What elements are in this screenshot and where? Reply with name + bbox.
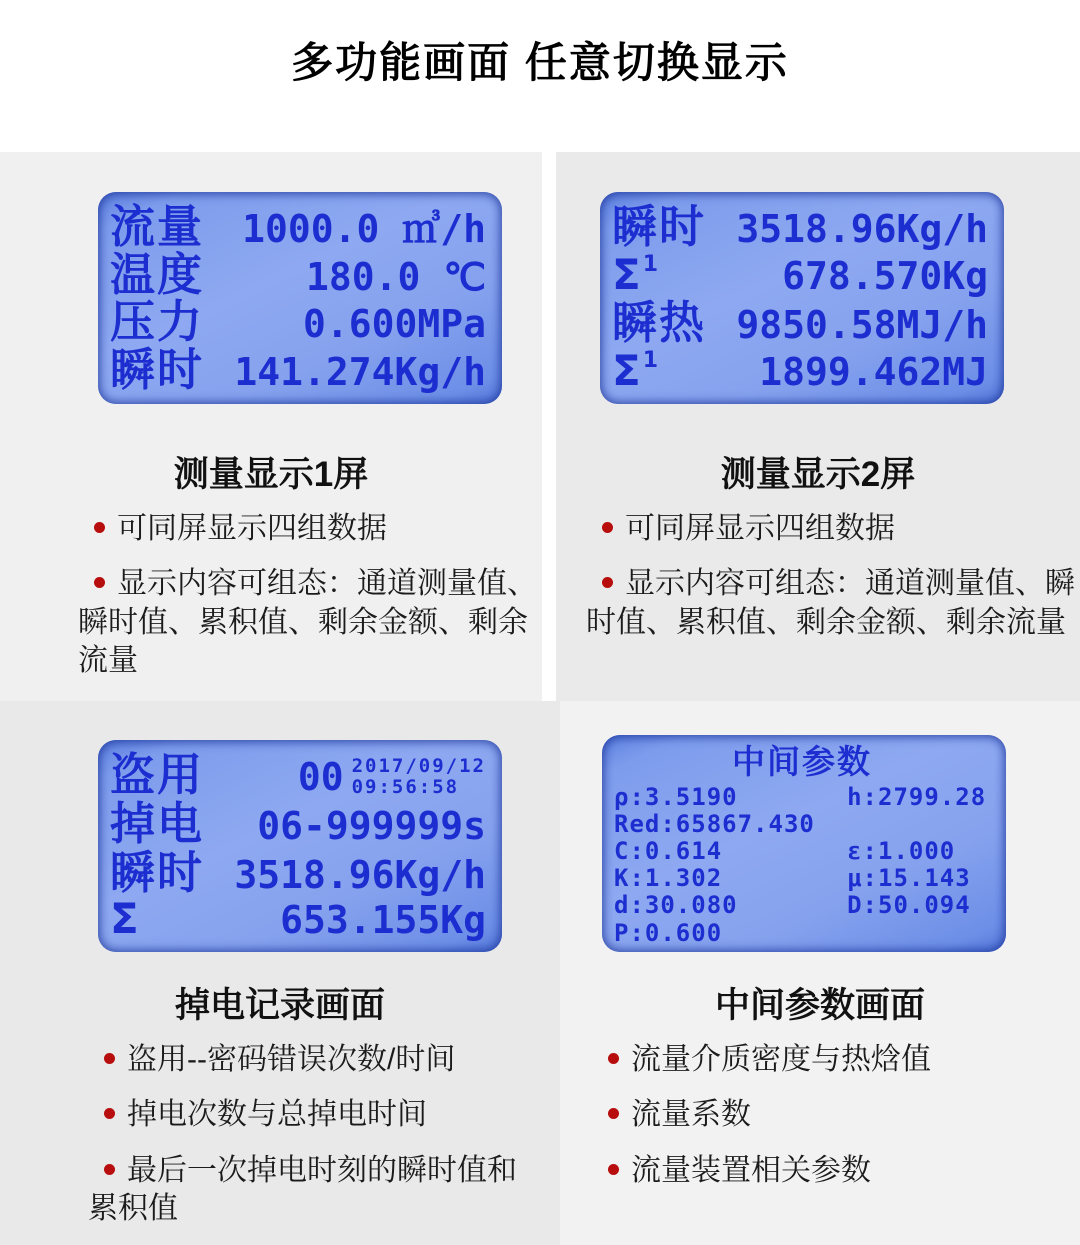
bullet-item: [592, 1152, 1080, 1190]
lcd-value: 180.0 ℃: [306, 254, 486, 299]
bullet-dot-icon: [602, 522, 613, 533]
lcd-value: 1000.0 ㎥/h: [242, 207, 486, 251]
lcd-label-sigma: [612, 249, 661, 299]
param-right: [847, 811, 990, 838]
lcd-time: 09:56:58: [351, 776, 460, 798]
panel-caption: 测量显示2屏: [720, 455, 916, 494]
bullet-item: [88, 1096, 532, 1134]
param-right: μ:15.143: [847, 864, 971, 893]
lcd-row: [110, 247, 486, 301]
bullet-dot-icon: [104, 1053, 115, 1064]
lcd-param-row: [614, 920, 990, 947]
lcd-row: [110, 797, 486, 851]
panel-caption: 掉电记录画面: [174, 986, 385, 1025]
bullet-item: [592, 1041, 1080, 1079]
lcd-value: 1899.462MJ: [759, 349, 988, 394]
main-title: 多功能画面 任意切换显示: [291, 39, 789, 86]
lcd-param-row: [614, 784, 990, 811]
lcd-label: 瞬时: [110, 342, 205, 396]
lcd-value: 3518.96Kg/h: [234, 852, 486, 897]
param-right: h:2799.28: [847, 783, 987, 811]
lcd-row: [612, 249, 988, 299]
param-left: P:0.600: [614, 918, 723, 947]
lcd-label: 瞬时: [110, 845, 205, 899]
lcd-label: 流量: [110, 200, 205, 253]
lcd-screen-intermediate-params: [602, 735, 1006, 952]
bullet-text: 可同屏显示四组数据: [625, 512, 895, 545]
bullet-dot-icon: [104, 1108, 115, 1119]
lcd-label: 瞬时: [612, 200, 707, 253]
bullet-item: [78, 565, 542, 680]
sigma-superscript: 1: [642, 251, 661, 277]
lcd-screen-measure-2: [600, 192, 1004, 404]
bullet-text: 可同屏显示四组数据: [117, 512, 387, 545]
bullet-text: 最后一次掉电时刻的瞬时值和累积值: [88, 1153, 517, 1226]
panel-power-down-record: [0, 701, 560, 1245]
lcd-value: 9850.58MJ/h: [736, 303, 988, 348]
lcd-param-row: [614, 838, 990, 865]
lcd-label-sigma: Σ: [110, 893, 141, 943]
param-left: C:0.614: [614, 837, 723, 866]
panel-caption: 中间参数画面: [714, 986, 925, 1025]
param-right: [847, 920, 990, 947]
param-left: d:30.080: [614, 891, 738, 920]
param-right: D:50.094: [847, 891, 971, 920]
bullet-text: 掉电次数与总掉电时间: [127, 1098, 427, 1132]
param-left: ρ:3.5190: [614, 783, 738, 811]
bullet-text: 流量介质密度与热焓值: [631, 1043, 931, 1076]
lcd-param-row: [614, 892, 990, 919]
bullet-item: [586, 565, 1080, 642]
lcd-label-sigma: [612, 345, 661, 395]
bullet-text: 流量装置相关参数: [631, 1153, 871, 1187]
lcd-value: 653.155Kg: [280, 897, 486, 942]
lcd-row: [612, 345, 988, 395]
lcd-param-row: [614, 865, 990, 892]
bullet-item: [592, 1096, 1080, 1134]
bullet-dot-icon: [94, 577, 105, 588]
lcd-label: 温度: [110, 247, 205, 301]
bullet-item: [586, 510, 1080, 548]
lcd-value: 678.570Kg: [782, 253, 988, 298]
lcd-row: [110, 893, 486, 943]
lcd-value: 00: [297, 755, 344, 799]
lcd-row-value-group: [298, 756, 486, 798]
sigma-superscript: 1: [642, 347, 661, 373]
lcd-label: 掉电: [110, 797, 205, 851]
lcd-date: 2017/09/12: [351, 755, 486, 778]
lcd-value: 3518.96Kg/h: [736, 207, 988, 251]
lcd-row: [110, 342, 486, 396]
bullet-list: [560, 1041, 1080, 1190]
bullet-dot-icon: [608, 1053, 619, 1064]
panel-measure-screen-2: [556, 152, 1080, 701]
lcd-row: [110, 200, 486, 253]
bullet-text: 流量系数: [631, 1098, 751, 1132]
lcd-value: 0.600MPa: [302, 302, 486, 347]
panel-measure-screen-1: [0, 152, 542, 701]
bullet-item: [88, 1041, 532, 1079]
bullet-dot-icon: [608, 1108, 619, 1119]
panel-intermediate-params: [560, 701, 1080, 1245]
bullet-text: 显示内容可组态：通道测量值、瞬时值、累积值、剩余金额、剩余流量: [78, 567, 537, 678]
bullet-text: 显示内容可组态：通道测量值、瞬时值、累积值、剩余金额、剩余流量: [586, 567, 1075, 639]
lcd-label: 盗用: [110, 748, 205, 801]
bullet-dot-icon: [602, 577, 613, 588]
lcd-label: 压力: [110, 295, 205, 349]
lcd-row: [612, 296, 988, 350]
param-left: Red:65867.430: [614, 810, 815, 839]
bullet-dot-icon: [104, 1164, 115, 1175]
lcd-value: 06-999999s: [257, 804, 486, 849]
sigma-symbol: Σ: [612, 249, 643, 299]
bullet-list: [0, 1041, 560, 1229]
bullet-dot-icon: [608, 1164, 619, 1175]
lcd-datetime: [352, 756, 486, 798]
param-right: ε:1.000: [847, 837, 956, 866]
bullet-dot-icon: [94, 522, 105, 533]
lcd-label: 瞬热: [612, 296, 707, 350]
bullet-list: [556, 510, 1080, 642]
bullet-item: [78, 510, 542, 548]
param-left: K:1.302: [614, 864, 723, 893]
lcd-row: [110, 748, 486, 801]
bullet-text: 盗用--密码错误次数/时间: [127, 1043, 456, 1076]
panel-caption: 测量显示1屏: [173, 455, 369, 494]
bullet-item: [88, 1152, 532, 1229]
lcd-param-row: [614, 811, 990, 838]
lcd-screen-measure-1: [98, 192, 502, 404]
sigma-symbol: Σ: [612, 345, 643, 395]
lcd-screen-power-down: [98, 740, 502, 952]
bullet-list: [0, 510, 542, 681]
lcd-value: 141.274Kg/h: [234, 349, 486, 394]
lcd-row: [110, 845, 486, 899]
lcd-row: [612, 200, 988, 253]
lcd-row: [110, 295, 486, 349]
lcd-title: 中间参数: [732, 742, 872, 781]
